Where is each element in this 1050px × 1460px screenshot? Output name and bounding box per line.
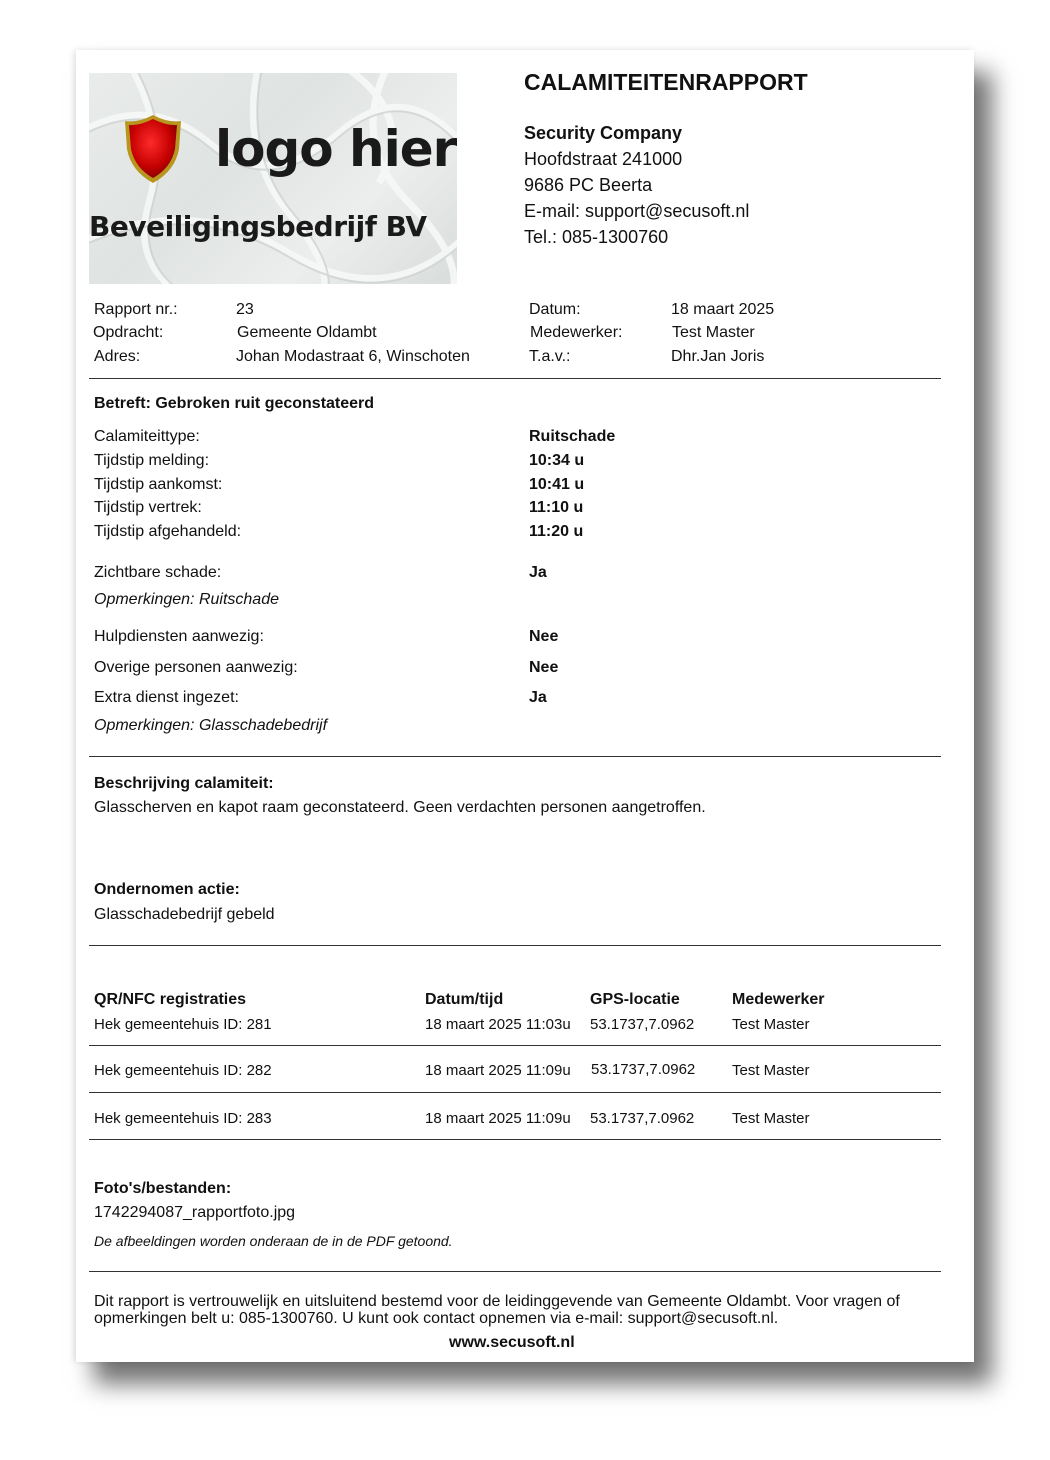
company-address1: Hoofdstraat 241000 xyxy=(524,149,683,169)
melding-label: Tijdstip melding: xyxy=(94,452,210,469)
vertrek-label: Tijdstip vertrek: xyxy=(94,499,202,516)
company-logo xyxy=(89,73,457,284)
col-header-datum: Datum/tijd xyxy=(425,991,504,1008)
table-cell: Test Master xyxy=(732,1062,810,1079)
company-address2: 9686 PC Beerta xyxy=(524,175,653,195)
melding-value: 10:34 u xyxy=(529,452,585,469)
table-cell: Hek gemeentehuis ID: 282 xyxy=(94,1062,272,1079)
type-value: Ruitschade xyxy=(529,428,616,445)
medewerker-value: Test Master xyxy=(672,324,755,341)
footer-line2: opmerkingen belt u: 085-1300760. U kunt ook contact opnemen via e-mail: support@secusoft.nl. xyxy=(94,1310,779,1327)
divider xyxy=(89,756,941,757)
schade-opmerkingen: Opmerkingen: Ruitschade xyxy=(94,591,279,608)
beschrijving-text: Glasscherven en kapot raam geconstateerd. Geen verdachten personen aangetroffen. xyxy=(94,799,706,816)
opdracht-value: Gemeente Oldambt xyxy=(237,324,377,341)
col-header-registratie: QR/NFC registraties xyxy=(94,991,247,1008)
afgehandeld-value: 11:20 u xyxy=(529,523,584,540)
bestanden-label: Foto's/bestanden: xyxy=(94,1180,232,1197)
beschrijving-label: Beschrijving calamiteit: xyxy=(94,775,274,792)
bestand-file: 1742294087_rapportfoto.jpg xyxy=(94,1204,296,1221)
schade-value: Ja xyxy=(529,564,547,581)
betreft-heading: Betreft: Gebroken ruit geconstateerd xyxy=(94,395,375,412)
table-cell: 18 maart 2025 11:09u xyxy=(425,1110,571,1127)
table-row-divider xyxy=(89,1139,941,1140)
actie-text: Glasschadebedrijf gebeld xyxy=(94,906,275,923)
hulp-label: Hulpdiensten aanwezig: xyxy=(94,628,264,645)
aankomst-value: 10:41 u xyxy=(529,476,585,493)
table-row-divider xyxy=(89,1092,941,1093)
overige-value: Nee xyxy=(529,659,559,676)
bestanden-note: De afbeeldingen worden onderaan de in de PDF getoond. xyxy=(94,1233,453,1249)
datum-label: Datum: xyxy=(529,301,581,318)
logo-main-text: logo hier xyxy=(215,120,457,178)
adres-value: Johan Modastraat 6, Winschoten xyxy=(236,348,470,365)
company-name: Security Company xyxy=(524,123,683,143)
table-cell: Hek gemeentehuis ID: 283 xyxy=(94,1110,272,1127)
overige-label: Overige personen aanwezig: xyxy=(94,659,298,676)
table-row-divider xyxy=(89,1045,941,1046)
type-label: Calamiteittype: xyxy=(94,428,200,445)
extra-label: Extra dienst ingezet: xyxy=(94,689,239,706)
col-header-medewerker: Medewerker xyxy=(732,991,825,1008)
report-title: CALAMITEITENRAPPORT xyxy=(524,69,808,95)
shield-icon xyxy=(123,113,183,185)
col-header-gps: GPS-locatie xyxy=(590,991,680,1008)
hulp-value: Nee xyxy=(529,628,559,645)
company-email: E-mail: support@secusoft.nl xyxy=(524,201,750,221)
actie-label: Ondernomen actie: xyxy=(94,881,240,898)
table-cell: Hek gemeentehuis ID: 281 xyxy=(94,1016,272,1033)
tav-label: T.a.v.: xyxy=(529,348,571,365)
table-cell: 53.1737,7.0962 xyxy=(590,1110,695,1127)
divider xyxy=(89,378,941,379)
aankomst-label: Tijdstip aankomst: xyxy=(94,476,223,493)
tav-value: Dhr.Jan Joris xyxy=(671,348,765,365)
schade-label: Zichtbare schade: xyxy=(94,564,222,581)
table-cell: 53.1737,7.0962 xyxy=(591,1061,696,1078)
table-cell: Test Master xyxy=(732,1016,810,1033)
vertrek-value: 11:10 u xyxy=(529,499,584,516)
table-cell: 18 maart 2025 11:03u xyxy=(425,1016,571,1033)
table-cell: Test Master xyxy=(732,1110,810,1127)
divider xyxy=(89,1271,941,1272)
table-cell: 18 maart 2025 11:09u xyxy=(425,1062,571,1079)
opdracht-label: Opdracht: xyxy=(93,324,164,341)
company-phone: Tel.: 085-1300760 xyxy=(524,227,669,247)
medewerker-label: Medewerker: xyxy=(530,324,623,341)
afgehandeld-label: Tijdstip afgehandeld: xyxy=(94,523,242,540)
datum-value: 18 maart 2025 xyxy=(671,301,775,318)
footer-website: www.secusoft.nl xyxy=(449,1334,575,1351)
logo-sub-text: Beveiligingsbedrijf BV xyxy=(89,210,427,243)
report-page xyxy=(76,50,974,1362)
adres-label: Adres: xyxy=(94,348,141,365)
extra-opmerkingen: Opmerkingen: Glasschadebedrijf xyxy=(94,717,328,734)
extra-value: Ja xyxy=(529,689,547,706)
divider xyxy=(89,945,941,946)
rapport-value: 23 xyxy=(236,301,254,318)
rapport-label: Rapport nr.: xyxy=(94,301,178,318)
table-cell: 53.1737,7.0962 xyxy=(590,1016,695,1033)
footer-line1: Dit rapport is vertrouwelijk en uitsluitend bestemd voor de leidinggevende van Gemeente Oldambt. Voor vragen of xyxy=(94,1293,900,1310)
